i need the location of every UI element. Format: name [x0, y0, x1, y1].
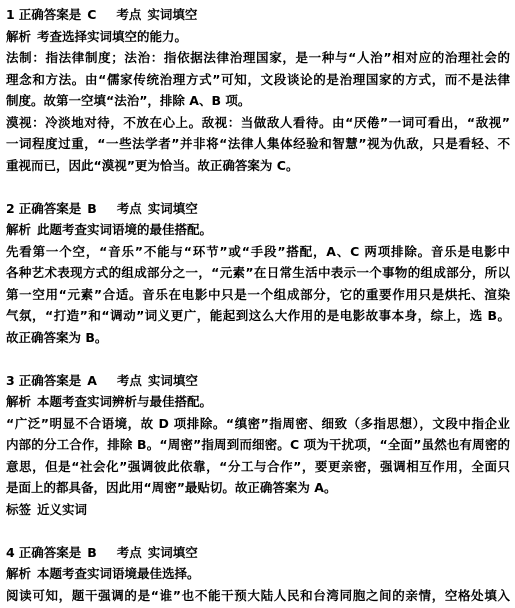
- analysis-label: 解析: [6, 222, 32, 237]
- question-number: 1: [6, 7, 15, 22]
- body-line: 意思，但是“社会化”强调彼此依靠，“分工与合作”，要更亲密，强调相互作用，全面只: [6, 458, 510, 474]
- body-line: “广泛”明显不合语境，故 D 项排除。“缜密”指周密、细致（多指思想），文段中指企业: [6, 415, 510, 431]
- body-line: 一词程度过重，“一些法学者”并非将“法律人集体经验和智慧”视为仇敌，只是看轻、不: [6, 136, 510, 151]
- question-explanation-2: [6, 198, 510, 349]
- topic-value: 实词填空: [147, 7, 198, 22]
- body-line: 制度。故第一空填“法治”，排除 A、B 项。: [6, 93, 251, 108]
- body-line: 内部的分工合作，排除 B。“周密”指周到而细密。C 项为干扰项，“全面”虽然也有周密的: [6, 437, 510, 452]
- topic-label: 考点: [116, 7, 142, 22]
- body-line: 气氛，“打造”和“调动”词义更广，能起到这么大作用的是电影故事本身，综上，选 B。: [6, 308, 510, 323]
- answer-value: B: [87, 544, 97, 560]
- topic-label: 考点: [116, 372, 142, 388]
- analysis-label: 解析: [6, 566, 32, 581]
- analysis-line: [6, 563, 510, 585]
- topic-value: 实词填空: [147, 372, 198, 388]
- body-line: 第一空用“元素”合适。音乐在电影中只是一个组成部分，它的重要作用只是烘托、渲染: [6, 286, 510, 302]
- analysis-text: 考查选择实词填空的能力。: [37, 28, 188, 44]
- body-line: 漠视：冷淡地对待，不放在心上。敌视：当做敌人看待。由“厌倦”一词可看出，“敌视”: [6, 114, 510, 130]
- tag-label: 标签: [6, 501, 32, 517]
- answer-label: 正确答案是: [18, 7, 82, 22]
- body-line: 是面上的都具备，因此用“周密”最贴切。故正确答案为 A。: [6, 480, 337, 495]
- answer-header: [6, 542, 510, 564]
- question-explanation-4: [6, 542, 510, 607]
- body-line: 法制：指法律制度；法治：指依据法律治理国家，是一种与“人治”相对应的治理社会的: [6, 50, 510, 65]
- analysis-line: [6, 219, 510, 241]
- body-line: 阅读可知，题干强调的是“谁”也不能干预大陆人民和台湾同胞之间的亲情，空格处填入: [6, 587, 510, 603]
- body-line: 故正确答案为 B。: [6, 329, 108, 345]
- body-line: 理念和方法。由“儒家传统治理方式”可知，文段谈论的是治理国家的方式，而不是法律: [6, 71, 510, 87]
- answer-value: C: [87, 7, 97, 22]
- answer-label: 正确答案是: [18, 200, 82, 216]
- body-line: 各种艺术表现方式的组成部分之一，“元素”在日常生活中表示一个事物的组成部分，所以: [6, 265, 510, 280]
- answer-header: [6, 4, 510, 26]
- body-line: 重视而已，因此“漠视”更为恰当。故正确答案为 C。: [6, 157, 299, 173]
- body-line: 先看第一个空，“音乐”不能与“环节”或“手段”搭配，A、C 两项排除。音乐是电影中: [6, 243, 510, 259]
- analysis-label: 解析: [6, 394, 32, 409]
- analysis-line: [6, 391, 510, 413]
- answer-label: 正确答案是: [18, 544, 82, 560]
- analysis-line: [6, 26, 510, 48]
- answer-value: B: [87, 200, 97, 216]
- question-explanation-3: [6, 370, 510, 521]
- topic-label: 考点: [116, 544, 142, 560]
- topic-value: 实词填空: [147, 544, 198, 560]
- answer-header: [6, 370, 510, 392]
- topic-value: 实词填空: [147, 200, 198, 216]
- topic-label: 考点: [116, 200, 142, 216]
- tag-line: [6, 499, 510, 521]
- tag-value: 近义实词: [37, 501, 88, 517]
- analysis-text: 此题考查实词语境的最佳搭配。: [37, 222, 213, 237]
- analysis-text: 本题考查实词语境最佳选择。: [37, 566, 200, 581]
- analysis-label: 解析: [6, 28, 32, 44]
- analysis-text: 本题考查实词辨析与最佳搭配。: [37, 394, 213, 409]
- answer-label: 正确答案是: [18, 372, 82, 388]
- question-number: 2: [6, 200, 15, 216]
- question-number: 4: [6, 544, 15, 560]
- answer-header: [6, 198, 510, 220]
- question-explanation-1: [6, 4, 510, 176]
- answer-value: A: [87, 372, 97, 388]
- question-number: 3: [6, 372, 15, 388]
